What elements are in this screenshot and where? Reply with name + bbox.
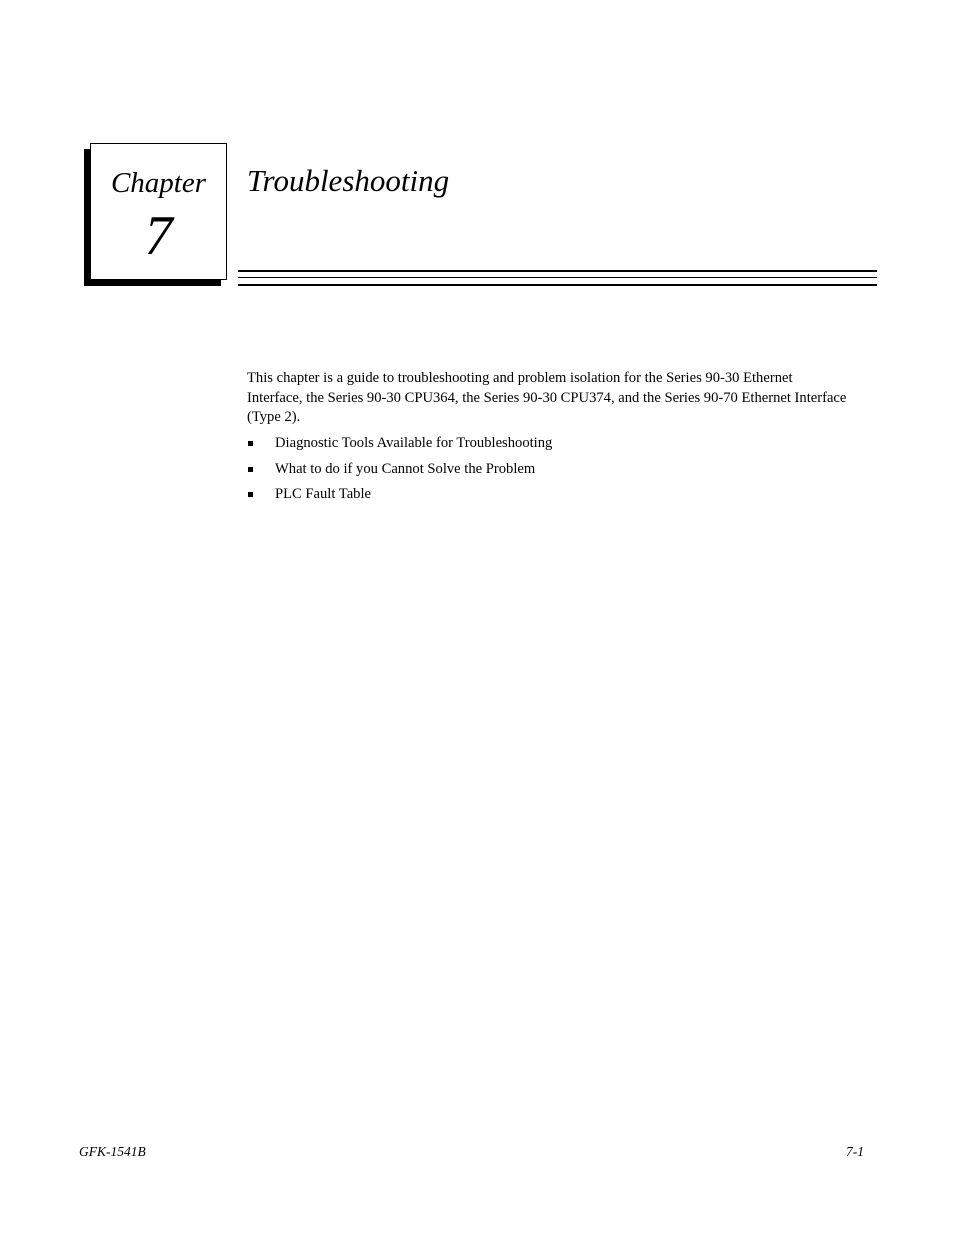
chapter-label: Chapter [110,167,207,199]
chapter-title: Troubleshooting [247,163,450,198]
list-item-text: PLC Fault Table [275,486,371,502]
list-item [247,433,552,459]
title-rule-top [238,270,877,272]
list-item [247,484,552,510]
footer-page-number: 7-1 [846,1144,864,1159]
square-bullet-icon [248,492,253,497]
chapter-number: 7 [144,205,173,267]
list-item-text: What to do if you Cannot Solve the Problem [275,460,536,477]
intro-paragraph: This chapter is a guide to troubleshooting and problem isolation for the Series 90-30 Ethernet Interface, the Series 90-30 CPU364, the Series 90-30 CPU374, and the Series 90-70 Ethernet Interface (Type 2). [247,370,847,425]
square-bullet-icon [248,441,253,446]
footer-doc-id: GFK-1541B [79,1144,146,1159]
title-rule-middle [238,277,877,278]
topic-list [247,433,552,510]
chapter-box [90,143,227,280]
list-item [247,459,552,485]
title-rule-bottom [238,284,877,286]
list-item-text: Diagnostic Tools Available for Troubleshooting [275,435,553,451]
square-bullet-icon [248,467,253,472]
